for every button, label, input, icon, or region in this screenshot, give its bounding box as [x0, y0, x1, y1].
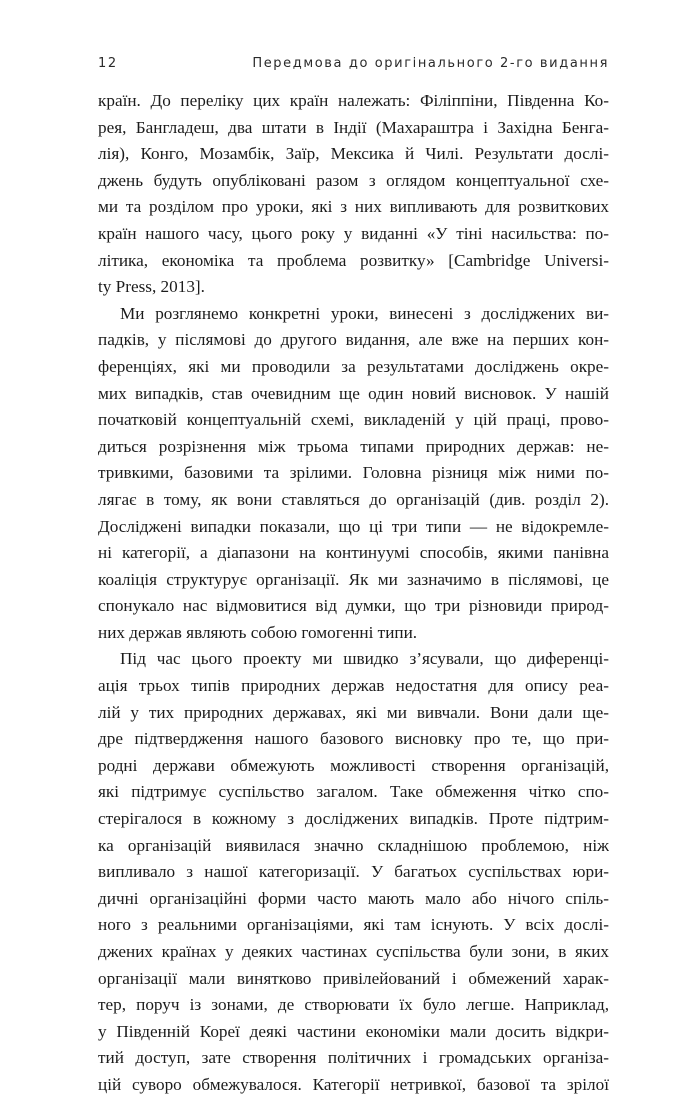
running-title: Передмова до оригінального 2-го видання [252, 56, 609, 71]
text-line: які підтримує суспільство загалом. Таке обмеження чітко спо- [98, 782, 609, 802]
text-line: мих випадків, став очевидним ще один новий висновок. У нашій [98, 383, 609, 403]
page-number: 12 [98, 56, 118, 71]
text-line: ація трьох типів природних держав недостатня для опису реа- [98, 676, 609, 696]
text-line: рея, Бангладеш, два штати в Індії (Махараштра і Західна Бенга- [98, 117, 609, 137]
text-line: Під час цього проекту ми швидко з’ясували, що диференці- [120, 649, 609, 669]
text-line: них держав являють собою гомогенні типи. [98, 622, 418, 642]
text-line: спонукало нас відмовитися від думки, що три різновиди природ- [98, 596, 609, 616]
text-line: лія), Конго, Мозамбік, Заїр, Мексика й Чилі. Результати дослі- [98, 144, 609, 164]
text-line: джених країнах у деяких частинах суспільства були зони, в яких [98, 942, 609, 961]
text-line: диться розрізнення між трьома типами природних держав: не- [98, 436, 609, 456]
paragraph [98, 301, 609, 647]
text-line: джень будуть опубліковані разом з оглядом концептуальної схе- [98, 170, 609, 190]
text-line: організації мали винятково привілейований і обмежений харак- [98, 968, 609, 988]
text-line: у Південній Кореї деякі частини економіки мали досить відкри- [98, 1021, 609, 1041]
text-line: тий доступ, зате створення політичних і громадських організа- [98, 1048, 609, 1068]
text-line: літика, економіка та проблема розвитку» [Cambridge Universi- [98, 250, 609, 270]
text-line: дре підтвердження нашого базового висновку про те, що при- [98, 729, 609, 749]
text-line: тер, поруч із зонами, де створювати їх було легше. Наприклад, [98, 995, 609, 1015]
text-line: тривкими, базовими та зрілими. Головна різниця між ними по- [98, 463, 609, 483]
paragraph [98, 646, 609, 1098]
text-line: ty Press, 2013]. [98, 277, 205, 297]
text-line: лій у тих природних державах, які ми вивчали. Вони дали ще- [98, 702, 609, 722]
text-line: родні держави обмежують можливості створення організацій, [98, 755, 609, 775]
page-header [98, 56, 609, 76]
text-line: ка організацій виявилася значно складнішою проблемою, ніж [98, 835, 609, 855]
text-line: ні категорії, а діапазони на континуумі способів, якими панівна [98, 543, 609, 563]
text-line: країн нашого часу, цього року у виданні «У тіні насильства: по- [98, 223, 609, 243]
text-line: ного з реальними організаціями, які там існують. У всіх дослі- [98, 915, 609, 935]
paragraph [98, 88, 609, 301]
text-line: ми та розділом про уроки, які з них випливають для розвиткових [98, 197, 609, 217]
text-line: Досліджені випадки показали, що ці три типи — не відокремле- [98, 516, 609, 536]
text-line: стерігалося в кожному з досліджених випадків. Проте підтрим- [98, 809, 609, 829]
text-line: Ми розглянемо конкретні уроки, винесені з досліджених ви- [120, 303, 609, 323]
text-line: лягає в тому, як вони ставляться до організацій (див. розділ 2). [98, 489, 609, 509]
text-line: випливало з нашої категоризації. У багатьох суспільствах юри- [98, 862, 609, 882]
text-line: дичні організаційні форми часто мають мало або нічого спіль- [98, 888, 609, 908]
text-line: цій суворо обмежувалося. Категорії нетривкої, базової та зрілої [98, 1074, 609, 1094]
body-text [98, 88, 609, 1099]
text-line: коаліція структурує організації. Як ми зазначимо в післямові, це [98, 569, 609, 589]
text-line: початковій концептуальній схемі, викладеній у цій праці, прово- [98, 410, 609, 430]
text-line: падків, у післямові до другого видання, але вже на перших кон- [98, 330, 609, 350]
text-line: ференціях, які ми проводили за результатами досліджень окре- [98, 356, 609, 376]
text-line: країн. До переліку цих країн належать: Філіппіни, Південна Ко- [98, 91, 609, 110]
